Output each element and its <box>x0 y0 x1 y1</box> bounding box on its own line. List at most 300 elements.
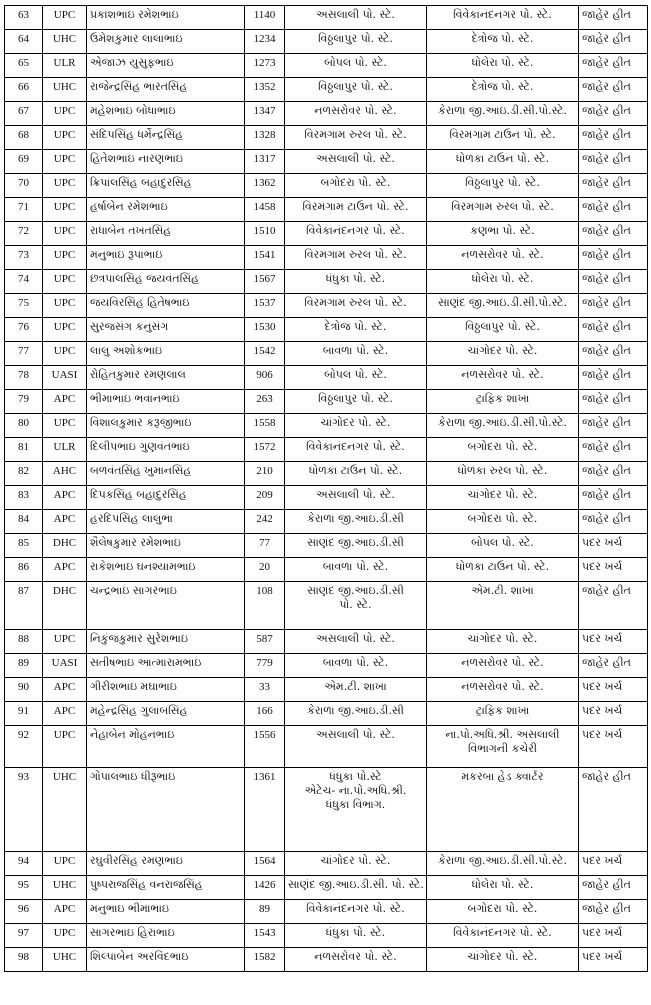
transfer-station-line: બગોદરા પો. સ્ટે. <box>467 512 538 525</box>
rank-cell: DHC <box>43 534 87 558</box>
current-station-line: વિવેકાનંદનગર પો. સ્ટે. <box>306 224 405 237</box>
rank-cell: UPC <box>43 852 87 876</box>
rank-cell: UPC <box>43 126 87 150</box>
current-station-line: વિરમગામ ટાઉન પો. સ્ટે. <box>302 200 409 213</box>
table-row <box>5 726 648 768</box>
buckle-number-cell: 1542 <box>245 342 285 366</box>
current-station-line: ધંધુકા વિભાગ. <box>325 798 386 811</box>
current-station-line: બાવળા પો. સ્ટે. <box>322 560 389 573</box>
current-station-cell <box>285 54 427 78</box>
current-station-line: ચાંગોદર પો. સ્ટે. <box>320 854 391 867</box>
employee-name-cell: ક્રિપાલસિંહ બહાદુરસિંહ <box>87 174 245 198</box>
buckle-number-cell: 1582 <box>245 948 285 972</box>
transfer-station-cell <box>427 318 579 342</box>
transfer-station-line: વિઠ્ઠલાપુર પો. સ્ટે. <box>465 176 540 189</box>
employee-name-cell: મનુભાઇ રૂપાભાઇ <box>87 246 245 270</box>
transfer-station-cell <box>427 246 579 270</box>
employee-name-cell: ગીરીશભાઇ મઘાભાઇ <box>87 678 245 702</box>
transfer-station-cell <box>427 726 579 768</box>
serial-number-cell: 97 <box>5 924 43 948</box>
rank-cell: UPC <box>43 414 87 438</box>
table-row <box>5 462 648 486</box>
transfer-reason-cell: જાહેર હીત <box>579 876 648 900</box>
transfer-reason-cell: જાહેર હીત <box>579 654 648 678</box>
serial-number-cell: 89 <box>5 654 43 678</box>
transfer-reason-cell: જાહેર હીત <box>579 486 648 510</box>
current-station-cell <box>285 174 427 198</box>
transfer-station-cell <box>427 342 579 366</box>
transfer-station-line: નળસરોવર પો. સ્ટે. <box>461 248 544 261</box>
transfer-station-line: ટ્રાફિક શાખા <box>475 392 530 405</box>
current-station-cell <box>285 462 427 486</box>
transfer-station-line: કણભા પો. સ્ટે. <box>470 224 535 237</box>
serial-number-cell: 72 <box>5 222 43 246</box>
rank-cell: UPC <box>43 342 87 366</box>
transfer-reason-cell: જાહેર હીત <box>579 174 648 198</box>
table-row <box>5 366 648 390</box>
current-station-line: વિઠ્ઠલાપુર પો. સ્ટે. <box>318 32 393 45</box>
transfer-station-line: નળસરોવર પો. સ્ટે. <box>461 656 544 669</box>
transfer-reason-cell: પદર ખર્ચ <box>579 852 648 876</box>
current-station-line: ચાંગોદર પો. સ્ટે. <box>320 416 391 429</box>
table-row <box>5 876 648 900</box>
current-station-cell <box>285 768 427 852</box>
current-station-cell <box>285 726 427 768</box>
buckle-number-cell: 108 <box>245 582 285 630</box>
buckle-number-cell: 1572 <box>245 438 285 462</box>
serial-number-cell: 96 <box>5 900 43 924</box>
current-station-cell <box>285 534 427 558</box>
buckle-number-cell: 1362 <box>245 174 285 198</box>
transfer-reason-cell: પદર ખર્ચ <box>579 702 648 726</box>
transfer-station-line: ધોળકા ટાઉન પો. સ્ટે. <box>455 560 550 573</box>
serial-number-cell: 84 <box>5 510 43 534</box>
serial-number-cell: 68 <box>5 126 43 150</box>
transfer-reason-cell: જાહેર હીત <box>579 78 648 102</box>
table-row <box>5 558 648 582</box>
current-station-cell <box>285 678 427 702</box>
transfer-reason-cell: જાહેર હીત <box>579 246 648 270</box>
rank-cell: UPC <box>43 150 87 174</box>
transfer-station-line: ચાંગોદર પો. સ્ટે. <box>467 950 538 963</box>
buckle-number-cell: 209 <box>245 486 285 510</box>
rank-cell: UPC <box>43 102 87 126</box>
transfer-station-cell <box>427 30 579 54</box>
buckle-number-cell: 263 <box>245 390 285 414</box>
serial-number-cell: 79 <box>5 390 43 414</box>
transfer-reason-cell: જાહેર હીત <box>579 582 648 630</box>
buckle-number-cell: 1543 <box>245 924 285 948</box>
transfer-reason-cell: જાહેર હીત <box>579 102 648 126</box>
current-station-line: સાણંદ જી.આઇ.ડી.સી <box>307 584 404 597</box>
serial-number-cell: 77 <box>5 342 43 366</box>
table-row <box>5 294 648 318</box>
transfer-station-line: કેરાળા જી.આઇ.ડી.સી.પો.સ્ટે. <box>438 854 567 867</box>
transfer-station-line: ધોળકા ટાઉન પો. સ્ટે. <box>455 152 550 165</box>
employee-name-cell: સાગરભાઇ હિરાભાઇ <box>87 924 245 948</box>
transfer-station-line: કેરાળા જી.આઇ.ડી.સી.પો.સ્ટે. <box>438 416 567 429</box>
transfer-station-cell <box>427 150 579 174</box>
employee-name-cell: હર્ષાબેન રમેશભાઇ <box>87 198 245 222</box>
current-station-line: અસલાલી પો. સ્ટે. <box>316 152 395 165</box>
transfer-station-cell <box>427 294 579 318</box>
transfer-reason-cell: જાહેર હીત <box>579 294 648 318</box>
table-row <box>5 150 648 174</box>
employee-name-cell: નેહાબેન મોહનભાઇ <box>87 726 245 768</box>
rank-cell: UPC <box>43 222 87 246</box>
table-row <box>5 198 648 222</box>
employee-name-cell: નિકુંજકુમાર સુરેશભાઇ <box>87 630 245 654</box>
transfer-reason-cell: જાહેર હીત <box>579 270 648 294</box>
transfer-station-line: ટ્રાફિક શાખા <box>475 704 530 717</box>
table-row <box>5 510 648 534</box>
employee-name-cell: હરદિપસિંહ લાલુભા <box>87 510 245 534</box>
rank-cell: UASI <box>43 654 87 678</box>
buckle-number-cell: 1347 <box>245 102 285 126</box>
table-row <box>5 702 648 726</box>
buckle-number-cell: 1426 <box>245 876 285 900</box>
transfer-reason-cell: પદર ખર્ચ <box>579 924 648 948</box>
employee-name-cell: સતીષભાઇ આત્મારામભાઇ <box>87 654 245 678</box>
rank-cell: APC <box>43 486 87 510</box>
transfer-station-cell <box>427 678 579 702</box>
transfer-reason-cell: જાહેર હીત <box>579 390 648 414</box>
table-row <box>5 900 648 924</box>
current-station-cell <box>285 246 427 270</box>
transfer-reason-cell: પદર ખર્ચ <box>579 534 648 558</box>
transfer-station-cell <box>427 852 579 876</box>
transfer-reason-cell: જાહેર હીત <box>579 126 648 150</box>
current-station-line: ધોળકા ટાઉન પો. સ્ટે. <box>308 464 403 477</box>
transfer-station-line: વિવેકાનંદનગર પો. સ્ટે. <box>453 8 552 21</box>
current-station-cell <box>285 30 427 54</box>
table-row <box>5 30 648 54</box>
serial-number-cell: 81 <box>5 438 43 462</box>
transfer-station-cell <box>427 924 579 948</box>
employee-name-cell: સંદિપસિંહ ધર્મેન્દ્રસિંહ <box>87 126 245 150</box>
current-station-cell <box>285 222 427 246</box>
rank-cell: APC <box>43 900 87 924</box>
current-station-cell <box>285 198 427 222</box>
transfer-reason-cell: જાહેર હીત <box>579 198 648 222</box>
current-station-line: નળસરોવર પો. સ્ટે. <box>314 104 397 117</box>
transfer-station-cell <box>427 414 579 438</box>
rank-cell: UPC <box>43 726 87 768</box>
table-row <box>5 102 648 126</box>
transfer-station-cell <box>427 534 579 558</box>
transfer-station-cell <box>427 6 579 30</box>
serial-number-cell: 95 <box>5 876 43 900</box>
serial-number-cell: 86 <box>5 558 43 582</box>
serial-number-cell: 93 <box>5 768 43 852</box>
employee-name-cell: રઘુવીરસિંહ રમણભાઇ <box>87 852 245 876</box>
transfer-station-line: ચાંગોદર પો. સ્ટે. <box>467 344 538 357</box>
transfer-station-cell <box>427 390 579 414</box>
rank-cell: ULR <box>43 54 87 78</box>
rank-cell: APC <box>43 390 87 414</box>
rank-cell: UHC <box>43 78 87 102</box>
table-row <box>5 126 648 150</box>
transfer-station-cell <box>427 486 579 510</box>
current-station-cell <box>285 510 427 534</box>
employee-name-cell: દિલીપભાઇ ગુણવંતભાઇ <box>87 438 245 462</box>
transfer-station-line: કેરાળા જી.આઇ.ડી.સી.પો.સ્ટે. <box>438 104 567 117</box>
table-row <box>5 654 648 678</box>
current-station-line: દેત્રોજ પો. સ્ટે. <box>324 320 387 333</box>
table-row <box>5 222 648 246</box>
employee-name-cell: વિશાલકુમાર કરૂજીભાઇ <box>87 414 245 438</box>
buckle-number-cell: 587 <box>245 630 285 654</box>
transfer-reason-cell: પદર ખર્ચ <box>579 558 648 582</box>
buckle-number-cell: 1541 <box>245 246 285 270</box>
serial-number-cell: 73 <box>5 246 43 270</box>
serial-number-cell: 63 <box>5 6 43 30</box>
transfer-station-line: વિરમગામ રુરલ પો. સ્ટે. <box>451 200 554 213</box>
rank-cell: UHC <box>43 30 87 54</box>
rank-cell: UHC <box>43 948 87 972</box>
current-station-line: એટેચ- ના.પો.અધિ.શ્રી. <box>304 784 407 797</box>
table-row <box>5 342 648 366</box>
current-station-line: અસલાલી પો. સ્ટે. <box>316 632 395 645</box>
current-station-cell <box>285 900 427 924</box>
table-row <box>5 246 648 270</box>
transfer-station-line: નળસરોવર પો. સ્ટે. <box>461 680 544 693</box>
transfer-station-line: વિરમગામ ટાઉન પો. સ્ટે. <box>449 128 556 141</box>
transfer-station-line: એમ.ટી. શાખા <box>471 584 534 597</box>
current-station-cell <box>285 924 427 948</box>
rank-cell: UHC <box>43 876 87 900</box>
current-station-line: સાણંદ જી.આઇ.ડી.સી <box>307 536 404 549</box>
current-station-cell <box>285 582 427 630</box>
transfer-station-cell <box>427 78 579 102</box>
current-station-line: સાણંદ જી.આઇ.ડી.સી. પો. સ્ટે. <box>288 878 424 891</box>
transfer-reason-cell: જાહેર હીત <box>579 30 648 54</box>
table-row <box>5 852 648 876</box>
current-station-cell <box>285 150 427 174</box>
transfer-station-line: વિઠ્ઠલાપુર પો. સ્ટે. <box>465 320 540 333</box>
employee-name-cell: રોહિતકુમાર રમણલાલ <box>87 366 245 390</box>
current-station-line: વિરમગામ રુરલ પો. સ્ટે. <box>304 296 407 309</box>
transfer-station-line: વિભાગની કચેરી <box>467 742 538 755</box>
transfer-reason-cell: પદર ખર્ચ <box>579 630 648 654</box>
current-station-cell <box>285 78 427 102</box>
buckle-number-cell: 1530 <box>245 318 285 342</box>
rank-cell: APC <box>43 678 87 702</box>
rank-cell: APC <box>43 558 87 582</box>
table-row <box>5 534 648 558</box>
transfer-reason-cell: જાહેર હીત <box>579 222 648 246</box>
employee-name-cell: સુરજસંગ કનુસંગ <box>87 318 245 342</box>
buckle-number-cell: 1458 <box>245 198 285 222</box>
serial-number-cell: 82 <box>5 462 43 486</box>
buckle-number-cell: 1510 <box>245 222 285 246</box>
transfer-station-cell <box>427 198 579 222</box>
current-station-line: વિઠ્ઠલાપુર પો. સ્ટે. <box>318 392 393 405</box>
employee-name-cell: એજાઝ યુસુફભાઇ <box>87 54 245 78</box>
buckle-number-cell: 33 <box>245 678 285 702</box>
serial-number-cell: 90 <box>5 678 43 702</box>
employee-name-cell: હિતેશભાઇ નારણભાઇ <box>87 150 245 174</box>
transfer-station-cell <box>427 768 579 852</box>
serial-number-cell: 66 <box>5 78 43 102</box>
table-row <box>5 948 648 972</box>
transfer-station-line: બગોદરા પો. સ્ટે. <box>467 440 538 453</box>
employee-name-cell: પુષ્પરાજસિંહ વનરાજસિંહ <box>87 876 245 900</box>
buckle-number-cell: 20 <box>245 558 285 582</box>
serial-number-cell: 76 <box>5 318 43 342</box>
rank-cell: APC <box>43 702 87 726</box>
transfer-reason-cell: પદર ખર્ચ <box>579 678 648 702</box>
current-station-cell <box>285 876 427 900</box>
employee-name-cell: બળવંતસિંહ ખુમાનસિંહ <box>87 462 245 486</box>
transfer-station-line: દેત્રોજ પો. સ્ટે. <box>471 32 534 45</box>
table-row <box>5 78 648 102</box>
current-station-line: અસલાલી પો. સ્ટે. <box>316 8 395 21</box>
transfer-station-line: ધોળકા રુરલ પો. સ્ટે. <box>457 464 548 477</box>
table-row <box>5 6 648 30</box>
transfer-reason-cell: જાહેર હીત <box>579 510 648 534</box>
employee-name-cell: જયવિરસિંહ હિતેષભાઇ <box>87 294 245 318</box>
rank-cell: APC <box>43 510 87 534</box>
transfer-station-line: મકરબા હેડ ક્વાર્ટર <box>461 770 544 783</box>
serial-number-cell: 91 <box>5 702 43 726</box>
employee-name-cell: રાજેન્દ્રસિંહ ભારતસિંહ <box>87 78 245 102</box>
buckle-number-cell: 166 <box>245 702 285 726</box>
employee-name-cell: પ્રકાશભાઇ રમેશભાઇ <box>87 6 245 30</box>
current-station-cell <box>285 6 427 30</box>
transfer-reason-cell: જાહેર હીત <box>579 366 648 390</box>
transfer-reason-cell: જાહેર હીત <box>579 150 648 174</box>
buckle-number-cell: 77 <box>245 534 285 558</box>
transfer-station-cell <box>427 102 579 126</box>
transfer-station-line: બગોદરા પો. સ્ટે. <box>467 902 538 915</box>
rank-cell: UPC <box>43 630 87 654</box>
current-station-line: બાવળા પો. સ્ટે. <box>322 656 389 669</box>
transfer-station-cell <box>427 270 579 294</box>
transfer-reason-cell: પદર ખર્ચ <box>579 726 648 768</box>
transfer-reason-cell: જાહેર હીત <box>579 768 648 852</box>
current-station-line: વિરમગામ રુરલ પો. સ્ટે. <box>304 248 407 261</box>
current-station-line: બાવળા પો. સ્ટે. <box>322 344 389 357</box>
transfer-station-line: ના.પો.અધિ.શ્રી. અસલાલી <box>445 728 560 741</box>
current-station-cell <box>285 270 427 294</box>
transfer-station-cell <box>427 876 579 900</box>
employee-name-cell: શૈલેષકુમાર રમેશભાઇ <box>87 534 245 558</box>
transfer-station-cell <box>427 582 579 630</box>
current-station-line: નળસરોવર પો. સ્ટે. <box>314 950 397 963</box>
rank-cell: ULR <box>43 438 87 462</box>
table-row <box>5 390 648 414</box>
buckle-number-cell: 1273 <box>245 54 285 78</box>
buckle-number-cell: 242 <box>245 510 285 534</box>
transfer-station-cell <box>427 366 579 390</box>
buckle-number-cell: 779 <box>245 654 285 678</box>
current-station-cell <box>285 318 427 342</box>
employee-name-cell: મનુભાઇ ભીમાભાઇ <box>87 900 245 924</box>
table-row <box>5 270 648 294</box>
current-station-cell <box>285 630 427 654</box>
transfer-station-cell <box>427 54 579 78</box>
employee-name-cell: દિપકસિંહ બહાદુરસિંહ <box>87 486 245 510</box>
serial-number-cell: 88 <box>5 630 43 654</box>
transfer-reason-cell: જાહેર હીત <box>579 342 648 366</box>
current-station-line: બોપલ પો. સ્ટે. <box>324 56 387 69</box>
employee-name-cell: રાકેશભાઇ ઘનશ્યામભાઇ <box>87 558 245 582</box>
serial-number-cell: 65 <box>5 54 43 78</box>
current-station-cell <box>285 948 427 972</box>
current-station-line: ધંધુકા પો. સ્ટે. <box>325 272 386 285</box>
rank-cell: UPC <box>43 174 87 198</box>
serial-number-cell: 75 <box>5 294 43 318</box>
current-station-cell <box>285 558 427 582</box>
transfer-station-cell <box>427 222 579 246</box>
current-station-cell <box>285 294 427 318</box>
transfer-reason-cell: જાહેર હીત <box>579 6 648 30</box>
transfer-station-cell <box>427 462 579 486</box>
transfer-reason-cell: જાહેર હીત <box>579 54 648 78</box>
employee-name-cell: છત્રપાલસિંહ જયવંતસિંહ <box>87 270 245 294</box>
transfer-station-cell <box>427 510 579 534</box>
employee-name-cell: ઉમેશકુમાર લાલાભાઇ <box>87 30 245 54</box>
rank-cell: DHC <box>43 582 87 630</box>
buckle-number-cell: 1564 <box>245 852 285 876</box>
current-station-cell <box>285 852 427 876</box>
transfer-station-cell <box>427 126 579 150</box>
serial-number-cell: 78 <box>5 366 43 390</box>
serial-number-cell: 83 <box>5 486 43 510</box>
rank-cell: UPC <box>43 246 87 270</box>
employee-name-cell: મહેશભાઇ બોધાભાઇ <box>87 102 245 126</box>
rank-cell: UASI <box>43 366 87 390</box>
transfer-station-cell <box>427 948 579 972</box>
current-station-line: વિઠ્ઠલાપુર પો. સ્ટે. <box>318 80 393 93</box>
rank-cell: UPC <box>43 294 87 318</box>
current-station-cell <box>285 366 427 390</box>
current-station-cell <box>285 390 427 414</box>
buckle-number-cell: 1234 <box>245 30 285 54</box>
transfer-station-line: ધોલેરા પો. સ્ટે. <box>471 56 534 69</box>
current-station-line: ધંધુકા પો. સ્ટે. <box>325 926 386 939</box>
table-row <box>5 630 648 654</box>
employee-name-cell: રાધાબેન તખતસિંહ <box>87 222 245 246</box>
current-station-line: એમ.ટી. શાખા <box>324 680 387 693</box>
transfer-reason-cell: જાહેર હીત <box>579 318 648 342</box>
buckle-number-cell: 1317 <box>245 150 285 174</box>
transfer-station-cell <box>427 654 579 678</box>
serial-number-cell: 64 <box>5 30 43 54</box>
current-station-line: ધંધુકા પો.સ્ટે <box>329 770 382 783</box>
serial-number-cell: 87 <box>5 582 43 630</box>
serial-number-cell: 98 <box>5 948 43 972</box>
current-station-line: વિવેકાનંદનગર પો. સ્ટે. <box>306 902 405 915</box>
current-station-cell <box>285 702 427 726</box>
table-row <box>5 582 648 630</box>
employee-name-cell: લાલુ અશોકભાઇ <box>87 342 245 366</box>
employee-name-cell: શિલ્પાબેન અરવિંદભાઇ <box>87 948 245 972</box>
buckle-number-cell: 906 <box>245 366 285 390</box>
transfer-station-line: ધોલેરા પો. સ્ટે. <box>471 272 534 285</box>
transfer-station-line: ચાંગોદર પો. સ્ટે. <box>467 632 538 645</box>
serial-number-cell: 70 <box>5 174 43 198</box>
serial-number-cell: 74 <box>5 270 43 294</box>
transfer-roster-table <box>4 5 648 972</box>
transfer-reason-cell: જાહેર હીત <box>579 438 648 462</box>
table-row <box>5 924 648 948</box>
serial-number-cell: 85 <box>5 534 43 558</box>
table-row <box>5 174 648 198</box>
buckle-number-cell: 1361 <box>245 768 285 852</box>
table-row <box>5 54 648 78</box>
